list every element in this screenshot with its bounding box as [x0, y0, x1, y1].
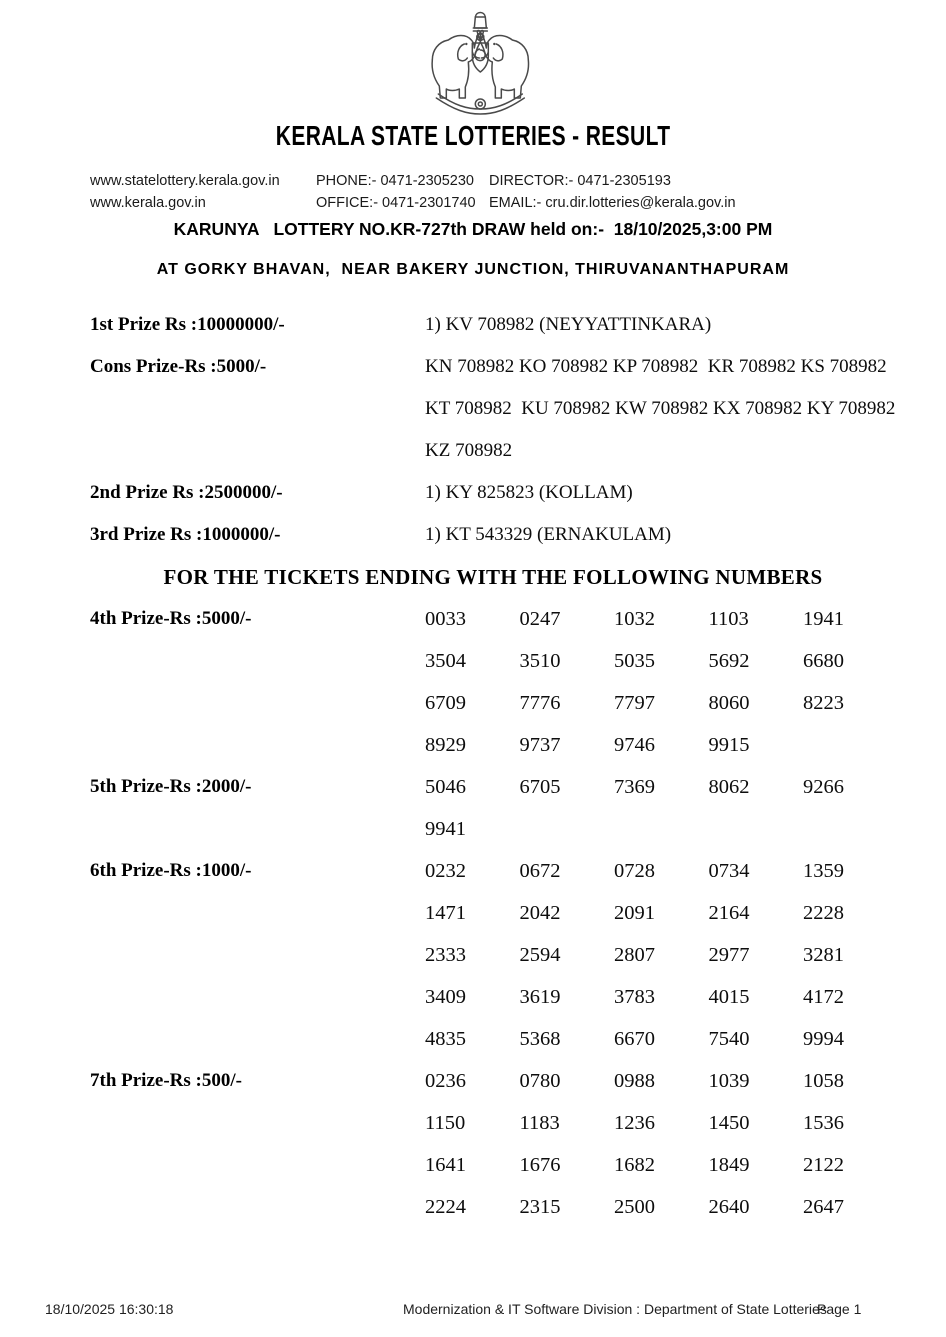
ticket-number: 3281 — [803, 944, 844, 966]
ticket-number: 1641 — [425, 1154, 466, 1176]
ticket-number: 1058 — [803, 1070, 844, 1092]
ticket-number: 1682 — [614, 1154, 655, 1176]
ending-prizes-table — [90, 598, 896, 1228]
ticket-number: 3409 — [425, 986, 466, 1008]
ticket-number: 1471 — [425, 902, 466, 924]
email-address: EMAIL:- cru.dir.lotteries@kerala.gov.in — [489, 195, 736, 211]
draw-title: KARUNYA LOTTERY NO.KR-727th DRAW held on:- 18/10/2025,3:00 PM — [173, 219, 773, 239]
winning-ticket-line: KT 708982 KU 708982 KW 708982 KX 708982 KY 708982 — [425, 398, 896, 419]
director-number: DIRECTOR:- 0471-2305193 — [489, 173, 671, 189]
ticket-number: 6705 — [519, 776, 561, 798]
emblem-graphic — [419, 8, 541, 118]
ticket-number: 1450 — [708, 1112, 750, 1134]
ticket-number: 2500 — [614, 1196, 655, 1218]
ticket-number: 2977 — [708, 944, 750, 966]
ticket-number: 6680 — [803, 650, 844, 672]
prize-label: 4th Prize-Rs :5000/- — [90, 608, 252, 629]
ticket-number: 5368 — [519, 1028, 561, 1050]
ticket-number: 8062 — [708, 776, 750, 798]
ticket-number: 9941 — [425, 818, 466, 840]
ticket-number: 0232 — [425, 860, 466, 882]
contact-info — [90, 173, 736, 211]
prize-label: 7th Prize-Rs :500/- — [90, 1070, 242, 1091]
prize-row — [90, 598, 896, 766]
winning-numbers — [425, 304, 896, 346]
office-number: OFFICE:- 0471-2301740 — [316, 195, 476, 211]
ticket-number: 2594 — [519, 944, 561, 966]
ticket-number: 1236 — [614, 1112, 655, 1134]
ticket-number: 0988 — [614, 1070, 655, 1092]
ticket-number: 3619 — [519, 986, 561, 1008]
ticket-number: 6670 — [614, 1028, 655, 1050]
ticket-number: 0780 — [519, 1070, 561, 1092]
footer-timestamp: 18/10/2025 16:30:18 — [45, 1301, 174, 1317]
ticket-number: 7540 — [708, 1028, 750, 1050]
prize-row — [90, 346, 896, 472]
page-title — [0, 120, 946, 152]
ending-numbers-grid — [425, 1060, 898, 1228]
ticket-number: 2807 — [614, 944, 655, 966]
prize-row — [90, 472, 896, 514]
ticket-number: 2315 — [519, 1196, 561, 1218]
ticket-number: 3783 — [614, 986, 655, 1008]
ticket-number: 0734 — [708, 860, 750, 882]
ticket-number: 7369 — [614, 776, 655, 798]
ticket-number: 1150 — [425, 1112, 466, 1134]
top-prizes-table — [90, 304, 896, 556]
footer-division: Modernization & IT Software Division : Department of State Lotteries — [403, 1301, 827, 1317]
ticket-number: 2228 — [803, 902, 844, 924]
winning-numbers — [425, 472, 896, 514]
prize-label: 6th Prize-Rs :1000/- — [90, 860, 252, 881]
page-title-text: KERALA STATE LOTTERIES - RESULT — [275, 120, 671, 151]
venue-line: AT GORKY BHAVAN, NEAR BAKERY JUNCTION, THIRUVANANTHAPURAM — [156, 261, 790, 278]
winning-ticket-line: KN 708982 KO 708982 KP 708982 KR 708982 KS 708982 — [425, 356, 887, 377]
footer-page-number: Page 1 — [817, 1301, 862, 1317]
ticket-number: 7776 — [519, 692, 561, 714]
ticket-number: 1183 — [519, 1112, 560, 1134]
ticket-number: 9737 — [519, 734, 561, 756]
prize-label: 1st Prize Rs :10000000/- — [90, 314, 285, 335]
ticket-number: 1032 — [614, 608, 655, 630]
ticket-number: 9915 — [708, 734, 750, 756]
phone-number: PHONE:- 0471-2305230 — [316, 173, 474, 189]
winning-ticket-line: 1) KV 708982 (NEYYATTINKARA) — [425, 314, 712, 335]
winning-ticket-line: KZ 708982 — [425, 440, 513, 461]
ticket-number: 1103 — [708, 608, 749, 630]
kerala-government-emblem-icon — [419, 8, 541, 123]
ticket-number: 9994 — [803, 1028, 844, 1050]
ticket-number: 2647 — [803, 1196, 844, 1218]
ticket-number: 4172 — [803, 986, 844, 1008]
website-secondary: www.kerala.gov.in — [90, 195, 206, 211]
ticket-number: 1536 — [803, 1112, 844, 1134]
ticket-number: 5692 — [708, 650, 750, 672]
ticket-number: 4835 — [425, 1028, 466, 1050]
ticket-number: 9746 — [614, 734, 655, 756]
ticket-number: 2640 — [708, 1196, 750, 1218]
prize-row — [90, 850, 896, 1060]
ticket-number: 6709 — [425, 692, 466, 714]
ending-numbers-grid — [425, 850, 898, 1060]
ticket-number: 1359 — [803, 860, 844, 882]
winning-numbers — [425, 346, 896, 472]
ending-numbers-grid — [425, 598, 898, 766]
ticket-number: 8223 — [803, 692, 844, 714]
ticket-number: 1676 — [519, 1154, 561, 1176]
ticket-number: 0236 — [425, 1070, 466, 1092]
ticket-number: 2164 — [708, 902, 750, 924]
ticket-number: 0728 — [614, 860, 655, 882]
winning-ticket-line: 1) KT 543329 (ERNAKULAM) — [425, 524, 672, 545]
ticket-number: 5035 — [614, 650, 655, 672]
ticket-number: 9266 — [803, 776, 844, 798]
prize-label: 3rd Prize Rs :1000000/- — [90, 524, 281, 545]
ticket-number: 0672 — [519, 860, 561, 882]
section-heading: FOR THE TICKETS ENDING WITH THE FOLLOWING NUMBERS — [163, 565, 823, 589]
ticket-number: 2122 — [803, 1154, 844, 1176]
winning-ticket-line: 1) KY 825823 (KOLLAM) — [425, 482, 633, 503]
ticket-number: 0247 — [519, 608, 561, 630]
ticket-number: 2091 — [614, 902, 655, 924]
ticket-number: 1039 — [708, 1070, 750, 1092]
prize-row — [90, 514, 896, 556]
prize-label: 2nd Prize Rs :2500000/- — [90, 482, 283, 503]
ticket-number: 1849 — [708, 1154, 750, 1176]
prize-results — [90, 304, 896, 1228]
prize-row — [90, 304, 896, 346]
ticket-number: 2042 — [519, 902, 561, 924]
ticket-number: 4015 — [708, 986, 750, 1008]
prize-row — [90, 1060, 896, 1228]
ticket-number: 0033 — [425, 608, 466, 630]
ticket-number: 8929 — [425, 734, 466, 756]
prize-label: Cons Prize-Rs :5000/- — [90, 356, 267, 377]
prize-label: 5th Prize-Rs :2000/- — [90, 776, 252, 797]
winning-numbers — [425, 514, 896, 556]
ticket-number: 2224 — [425, 1196, 466, 1218]
ticket-number: 3510 — [519, 650, 561, 672]
ending-numbers-grid — [425, 766, 898, 850]
ticket-number: 7797 — [614, 692, 655, 714]
prize-row — [90, 766, 896, 850]
ticket-number: 1941 — [803, 608, 844, 630]
ticket-number: 8060 — [708, 692, 750, 714]
ticket-number: 5046 — [425, 776, 466, 798]
ticket-number: 3504 — [425, 650, 466, 672]
website-primary: www.statelottery.kerala.gov.in — [90, 173, 280, 189]
ticket-number: 2333 — [425, 944, 466, 966]
